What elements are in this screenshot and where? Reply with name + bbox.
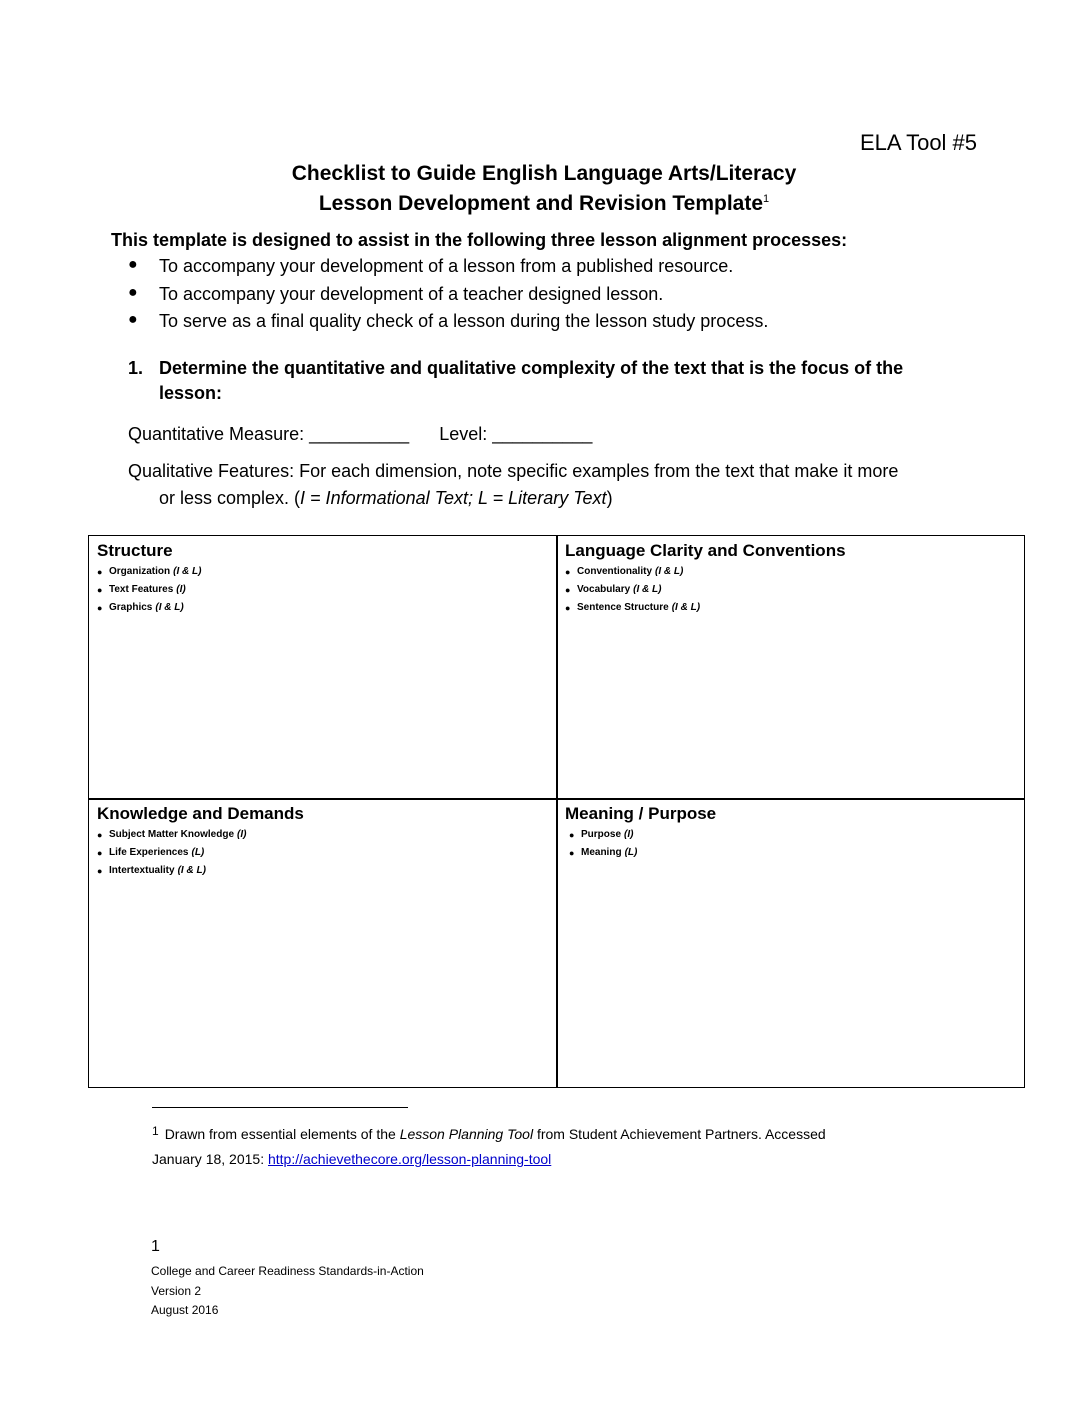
item-tag: (L) xyxy=(191,847,205,858)
list-item xyxy=(97,599,552,617)
item-label: Graphics xyxy=(109,602,153,613)
footnote xyxy=(152,1122,952,1171)
item-label: Subject Matter Knowledge xyxy=(109,829,235,840)
item-tag: (I) xyxy=(624,829,634,840)
bullet-text: To accompany your development of a lesson from a published resource. xyxy=(159,256,734,276)
qualitative-line1: Qualitative Features: For each dimension, note specific examples from the text that make it more xyxy=(128,461,899,481)
item-label: Organization xyxy=(109,566,171,577)
page-number: 1 xyxy=(151,1238,160,1255)
knowledge-heading: Knowledge and Demands xyxy=(97,804,304,823)
bullet-icon: ● xyxy=(128,311,138,328)
item-tag: (I & L) xyxy=(655,566,684,577)
list-item xyxy=(565,844,1020,862)
footnote-separator xyxy=(152,1107,408,1108)
bullet-text: To accompany your development of a teacher designed lesson. xyxy=(159,283,664,304)
question-1 xyxy=(128,356,968,406)
footnote-text-mid: from Student Achievement Partners. Accessed xyxy=(533,1126,826,1142)
item-label: Vocabulary xyxy=(577,584,631,595)
tool-label: ELA Tool #5 xyxy=(860,130,978,155)
item-tag: (I & L) xyxy=(173,566,202,577)
bullet-icon: ● xyxy=(97,603,103,613)
item-tag: (I & L) xyxy=(177,865,206,876)
qualitative-line2 xyxy=(128,485,988,512)
item-label: Life Experiences xyxy=(109,847,189,858)
page-title-line1: Checklist to Guide English Language Arts/Literacy xyxy=(291,162,797,185)
list-item xyxy=(97,826,552,844)
item-tag: (I) xyxy=(237,829,247,840)
bullet-icon: ● xyxy=(565,603,571,613)
structure-cell xyxy=(97,539,552,617)
bullet-text: To serve as a final quality check of a lesson during the lesson study process. xyxy=(159,311,769,331)
page-footer xyxy=(151,1262,424,1321)
item-tag: (L) xyxy=(624,847,638,858)
item-label: Intertextuality xyxy=(109,865,175,876)
grid-divider-vertical xyxy=(556,536,558,1087)
bullet-icon: ● xyxy=(97,567,103,577)
footnote-ref: 1 xyxy=(152,1124,159,1138)
list-item xyxy=(128,256,768,284)
page-title-line2 xyxy=(0,192,1088,216)
question-text: Determine the quantitative and qualitative complexity of the text that is the focus of the lesson: xyxy=(159,358,904,403)
item-label: Meaning xyxy=(581,847,622,858)
list-item xyxy=(565,826,1020,844)
qualitative-legend: I = Informational Text; L = Literary Text xyxy=(300,488,607,508)
footnote-italic-title: Lesson Planning Tool xyxy=(399,1126,534,1142)
quantitative-measure-line: Quantitative Measure: __________ Level: __________ xyxy=(128,424,593,444)
list-item xyxy=(565,563,1020,581)
meaning-cell xyxy=(565,802,1020,862)
bullet-icon: ● xyxy=(97,830,103,840)
item-label: Purpose xyxy=(581,829,622,840)
item-tag: (I & L) xyxy=(633,584,662,595)
list-item xyxy=(128,284,768,312)
grid-divider-horizontal xyxy=(89,798,1024,800)
qualitative-grid xyxy=(88,535,1025,1088)
bullet-icon: ● xyxy=(97,585,103,595)
intro-text: This template is designed to assist in the following three lesson alignment processes: xyxy=(111,230,848,250)
qualitative-features-text xyxy=(128,458,988,512)
language-heading: Language Clarity and Conventions xyxy=(565,541,846,560)
item-tag: (I & L) xyxy=(671,602,701,613)
footer-line1: College and Career Readiness Standards-in-Action xyxy=(151,1264,424,1278)
language-cell xyxy=(565,539,1020,617)
bullet-icon: ● xyxy=(569,848,575,858)
list-item xyxy=(97,563,552,581)
meaning-heading: Meaning / Purpose xyxy=(565,804,717,823)
list-item xyxy=(565,581,1020,599)
bullet-icon: ● xyxy=(565,585,571,595)
item-tag: (I & L) xyxy=(155,602,184,613)
item-label: Conventionality xyxy=(577,566,653,577)
qualitative-line2-start: or less complex. ( xyxy=(159,488,301,508)
footnote-text-start: Drawn from essential elements of the xyxy=(164,1126,400,1142)
intro-bullet-list xyxy=(128,256,768,339)
qualitative-line2-end: ) xyxy=(606,488,613,508)
knowledge-cell xyxy=(97,802,552,880)
item-label: Sentence Structure xyxy=(577,602,669,613)
bullet-icon: ● xyxy=(565,567,571,577)
title-footnote-ref: 1 xyxy=(763,193,770,205)
footer-line2: Version 2 xyxy=(151,1283,202,1298)
bullet-icon: ● xyxy=(128,256,138,273)
list-item xyxy=(97,581,552,599)
list-item xyxy=(565,599,1020,617)
list-item xyxy=(97,844,552,862)
title-line2-text: Lesson Development and Revision Template xyxy=(318,192,764,215)
footer-line3: August 2016 xyxy=(151,1303,219,1317)
bullet-icon: ● xyxy=(569,830,575,840)
item-tag: (I) xyxy=(176,584,186,595)
footnote-link[interactable]: http://achievethecore.org/lesson-planning-tool xyxy=(267,1151,552,1167)
bullet-icon: ● xyxy=(97,848,103,858)
footnote-text-line2: January 18, 2015: xyxy=(152,1151,268,1167)
list-item xyxy=(97,862,552,880)
bullet-icon: ● xyxy=(128,283,138,301)
structure-heading: Structure xyxy=(97,541,173,560)
question-number: 1. xyxy=(128,358,144,378)
list-item xyxy=(128,311,768,339)
bullet-icon: ● xyxy=(97,866,103,876)
item-label: Text Features xyxy=(109,584,174,595)
